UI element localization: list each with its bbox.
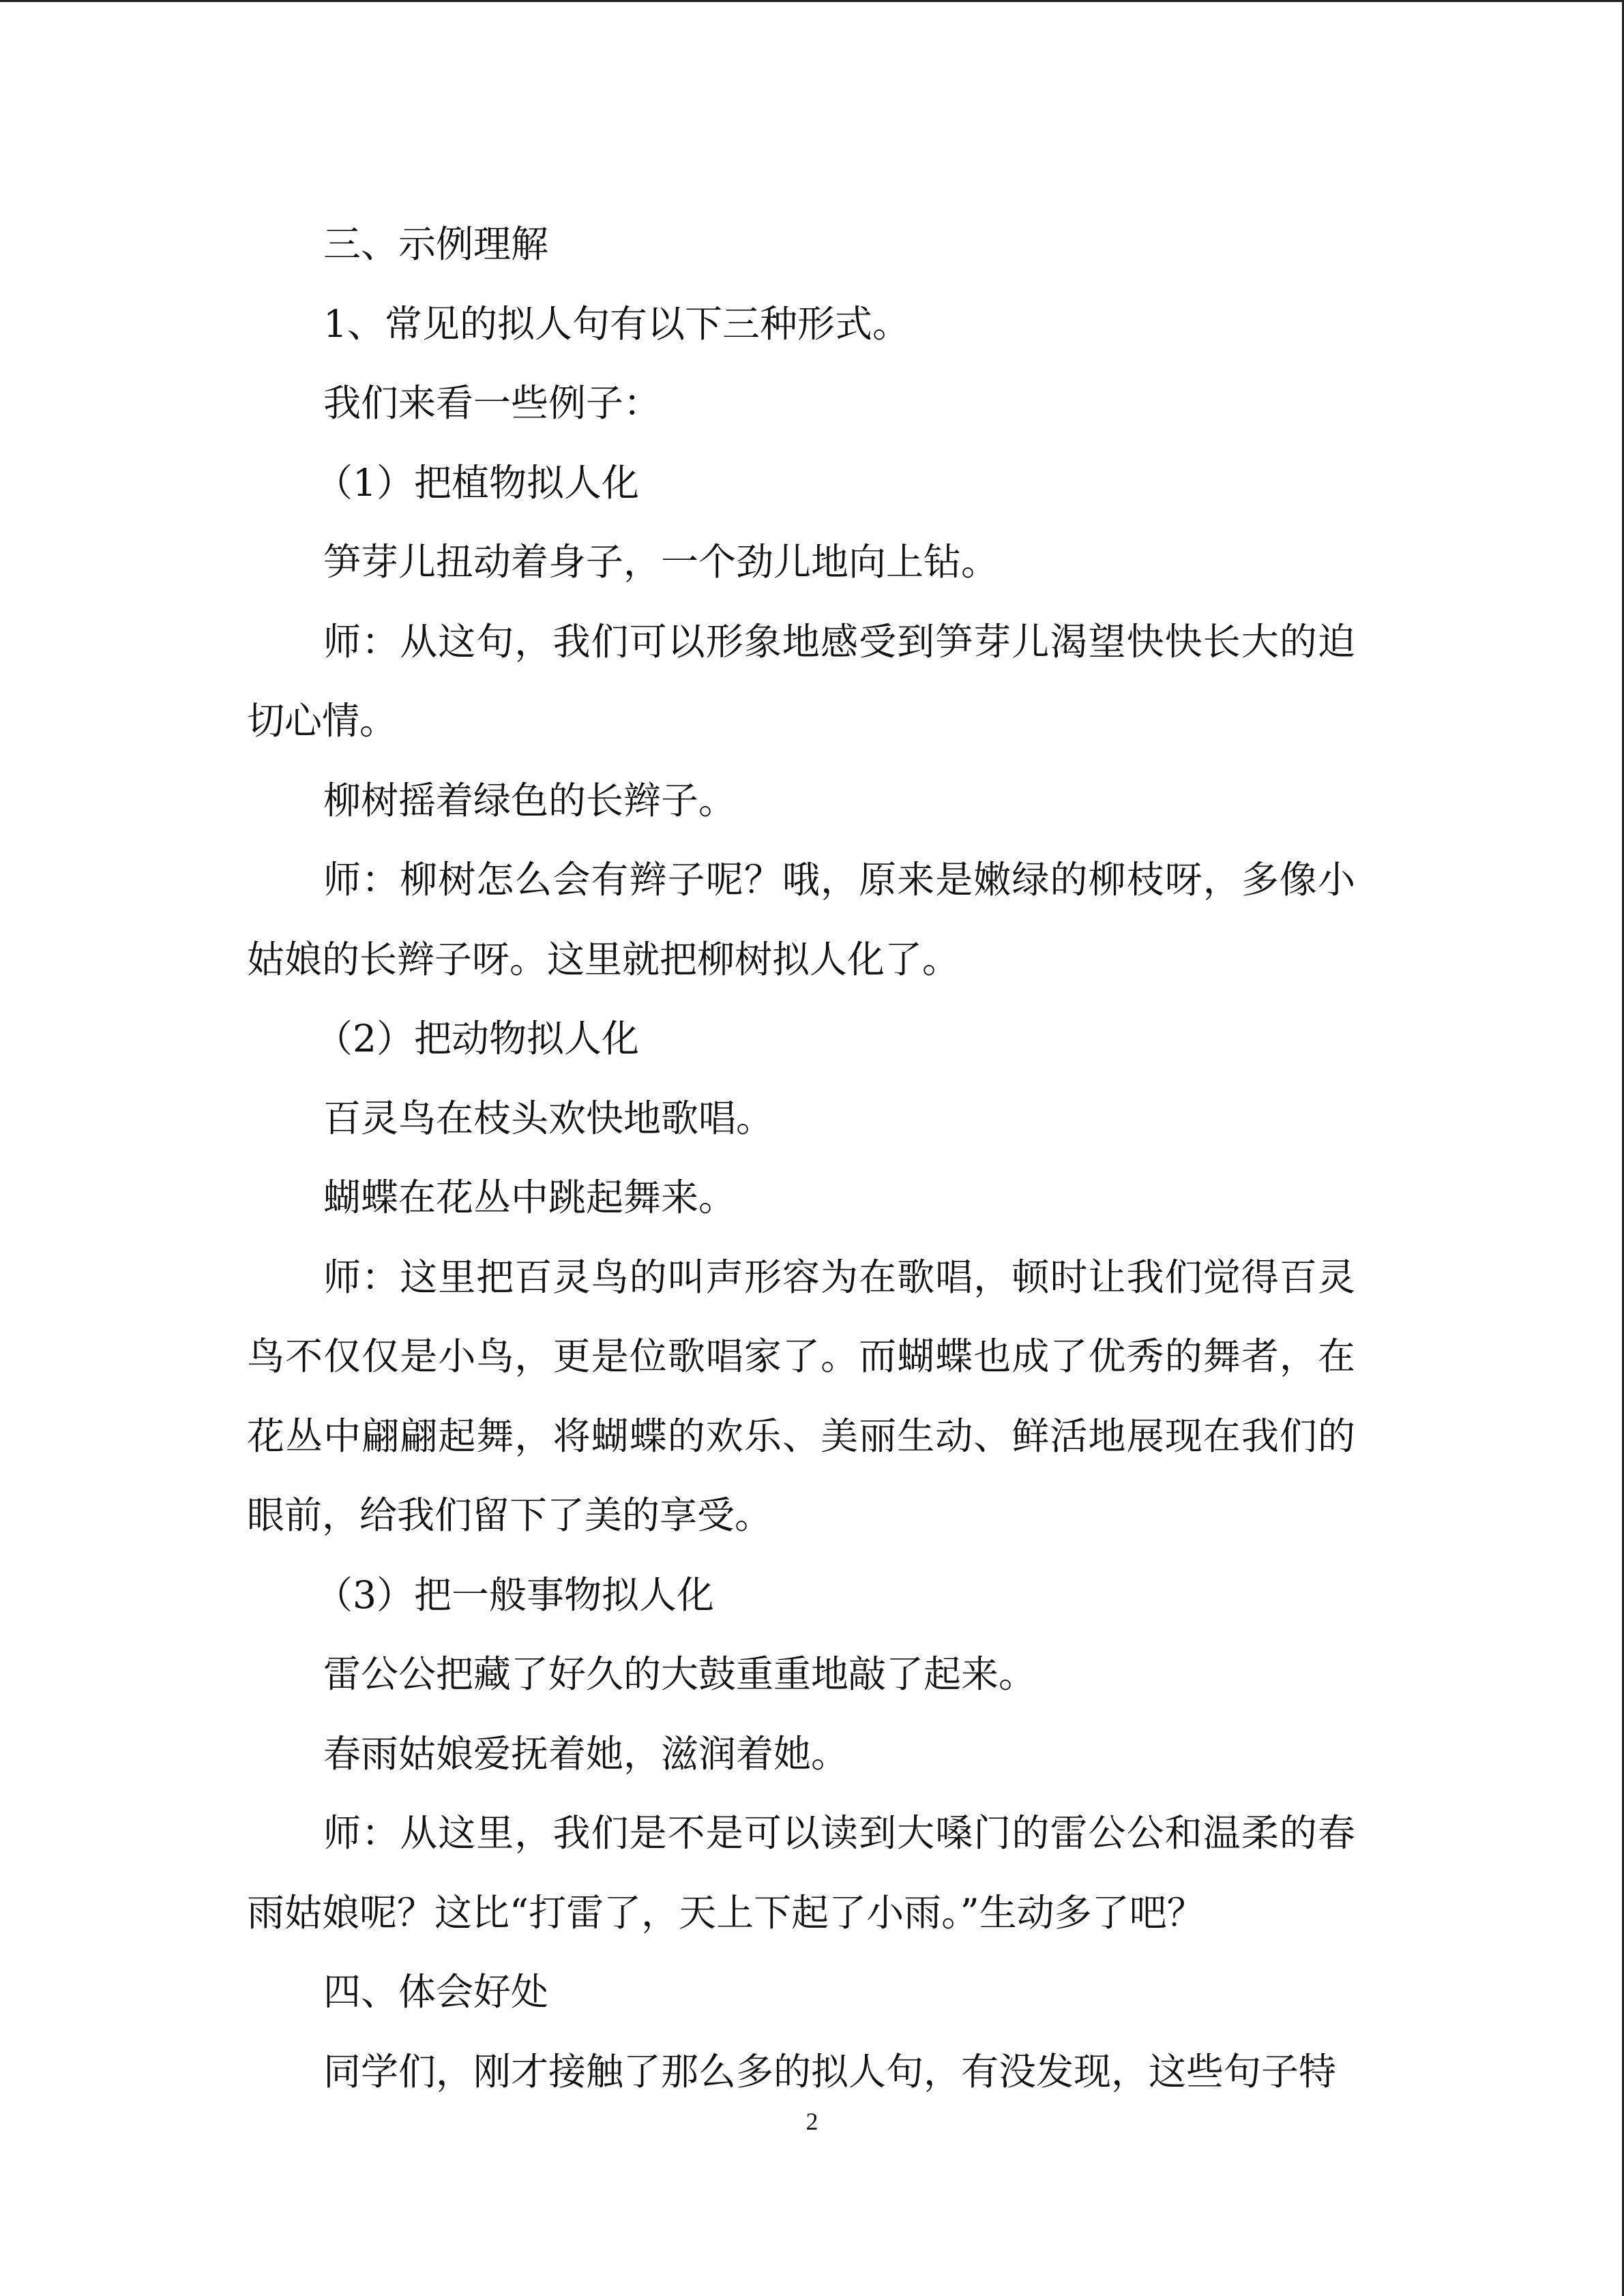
section-heading-3: 三、示例理解 (323, 222, 549, 266)
section-heading-4: 四、体会好处 (323, 1970, 549, 2014)
page-border-top (0, 0, 1624, 2)
subheading-animals: （2）把动物拟人化 (315, 1017, 639, 1060)
teacher-comment: 师：从这里，我们是不是可以读到大嗓门的雷公公和温柔的春雨姑娘呢？这比“打雷了，天上下起了小雨。”生动多了吧？ (247, 1811, 1355, 1935)
example-sentence: 柳树摇着绿色的长辫子。 (323, 778, 737, 822)
paragraph: 同学们，刚才接触了那么多的拟人句，有没发现，这些句子特 (323, 2049, 1337, 2093)
teacher-comment: 师：这里把百灵鸟的叫声形容为在歌唱，顿时让我们觉得百灵鸟不仅仅是小鸟，更是位歌唱家了。而蝴蝶也成了优秀的舞者，在花丛中翩翩起舞，将蝴蝶的欢乐、美丽生动、鲜活地展现在我们的眼前，给我们留下了美的享受。 (247, 1255, 1355, 1537)
page-number: 2 (806, 2108, 818, 2135)
example-sentence: 蝴蝶在花丛中跳起舞来。 (323, 1176, 737, 1219)
example-sentence: 笋芽儿扭动着身子，一个劲儿地向上钻。 (323, 540, 999, 584)
teacher-comment: 师：柳树怎么会有辫子呢？哦，原来是嫩绿的柳枝呀，多像小姑娘的长辫子呀。这里就把柳树拟人化了。 (247, 858, 1355, 981)
teacher-comment: 师：从这句，我们可以形象地感受到笋芽儿渴望快快长大的迫切心情。 (247, 619, 1355, 743)
paragraph: 我们来看一些例子： (323, 381, 662, 425)
paragraph: 1、常见的拟人句有以下三种形式。 (323, 301, 910, 346)
example-sentence: 春雨姑娘爱抚着她，滋润着她。 (323, 1731, 849, 1776)
subheading-plants: （1）把植物拟人化 (315, 460, 639, 505)
document-body (247, 205, 1355, 2111)
subheading-objects: （3）把一般事物拟人化 (315, 1572, 714, 1617)
example-sentence: 百灵鸟在枝头欢快地歌唱。 (323, 1096, 774, 1140)
example-sentence: 雷公公把藏了好久的大鼓重重地敲了起来。 (323, 1652, 1037, 1696)
